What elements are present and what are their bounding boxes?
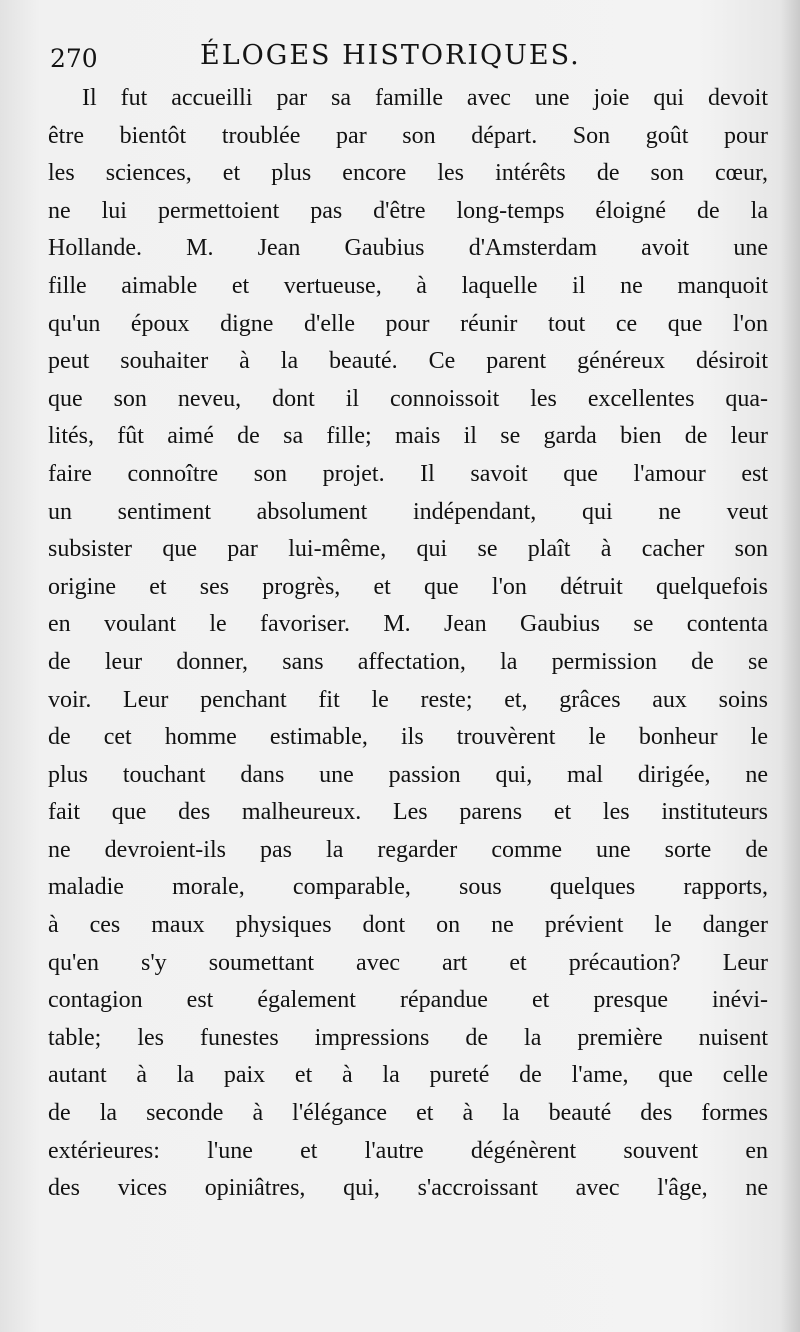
text-line: lités, fût aimé de sa fille; mais il se garda bien de leur bbox=[48, 423, 768, 450]
text-line: un sentiment absolument indépendant, qui ne veut bbox=[48, 498, 768, 525]
text-line: de cet homme estimable, ils trouvèrent le bonheur le bbox=[48, 724, 768, 751]
text-line: de leur donner, sans affectation, la permission de se bbox=[48, 648, 768, 675]
text-line: faire connoître son projet. Il savoit que l'amour est bbox=[48, 460, 768, 487]
text-line: que son neveu, dont il connoissoit les excellentes qua- bbox=[48, 385, 768, 412]
text-line: origine et ses progrès, et que l'on détruit quelquefois bbox=[48, 573, 768, 600]
page-header bbox=[50, 36, 770, 76]
text-line: table; les funestes impressions de la première nuisent bbox=[48, 1024, 768, 1051]
text-line: subsister que par lui-même, qui se plaît à cacher son bbox=[48, 536, 768, 563]
text-line: des vices opiniâtres, qui, s'accroissant avec l'âge, ne bbox=[48, 1175, 768, 1202]
text-line: être bientôt troublée par son départ. Son goût pour bbox=[48, 122, 768, 149]
page-number: 270 bbox=[50, 44, 98, 73]
body-text bbox=[48, 80, 768, 1208]
text-line: fait que des malheureux. Les parens et les instituteurs bbox=[48, 799, 768, 826]
text-line: autant à la paix et à la pureté de l'ame, que celle bbox=[48, 1062, 768, 1089]
running-title: ÉLOGES HISTORIQUES. bbox=[200, 40, 581, 71]
text-line: maladie morale, comparable, sous quelques rapports, bbox=[48, 874, 768, 901]
text-line: qu'un époux digne d'elle pour réunir tout ce que l'on bbox=[48, 310, 768, 337]
text-line: voir. Leur penchant fit le reste; et, grâces aux soins bbox=[48, 686, 768, 713]
text-line: en voulant le favoriser. M. Jean Gaubius se contenta bbox=[48, 611, 768, 638]
text-line: peut souhaiter à la beauté. Ce parent généreux désiroit bbox=[48, 348, 768, 375]
text-line: Il fut accueilli par sa famille avec une joie qui devoit bbox=[82, 85, 768, 111]
text-line: qu'en s'y soumettant avec art et précaution? Leur bbox=[48, 949, 768, 976]
text-line: plus touchant dans une passion qui, mal dirigée, ne bbox=[48, 761, 768, 788]
text-line: Hollande. M. Jean Gaubius d'Amsterdam avoit une bbox=[48, 235, 768, 262]
text-line: ne lui permettoient pas d'être long-temps éloigné de la bbox=[48, 197, 768, 224]
text-line: de la seconde à l'élégance et à la beauté des formes bbox=[48, 1100, 768, 1127]
text-line: les sciences, et plus encore les intérêts de son cœur, bbox=[48, 160, 768, 187]
text-line: contagion est également répandue et presque inévi- bbox=[48, 987, 768, 1014]
text-line: fille aimable et vertueuse, à laquelle il ne manquoit bbox=[48, 272, 768, 299]
text-line: extérieures: l'une et l'autre dégénèrent souvent en bbox=[48, 1137, 768, 1164]
text-line: ne devroient-ils pas la regarder comme une sorte de bbox=[48, 836, 768, 863]
text-line: à ces maux physiques dont on ne prévient le danger bbox=[48, 912, 768, 939]
